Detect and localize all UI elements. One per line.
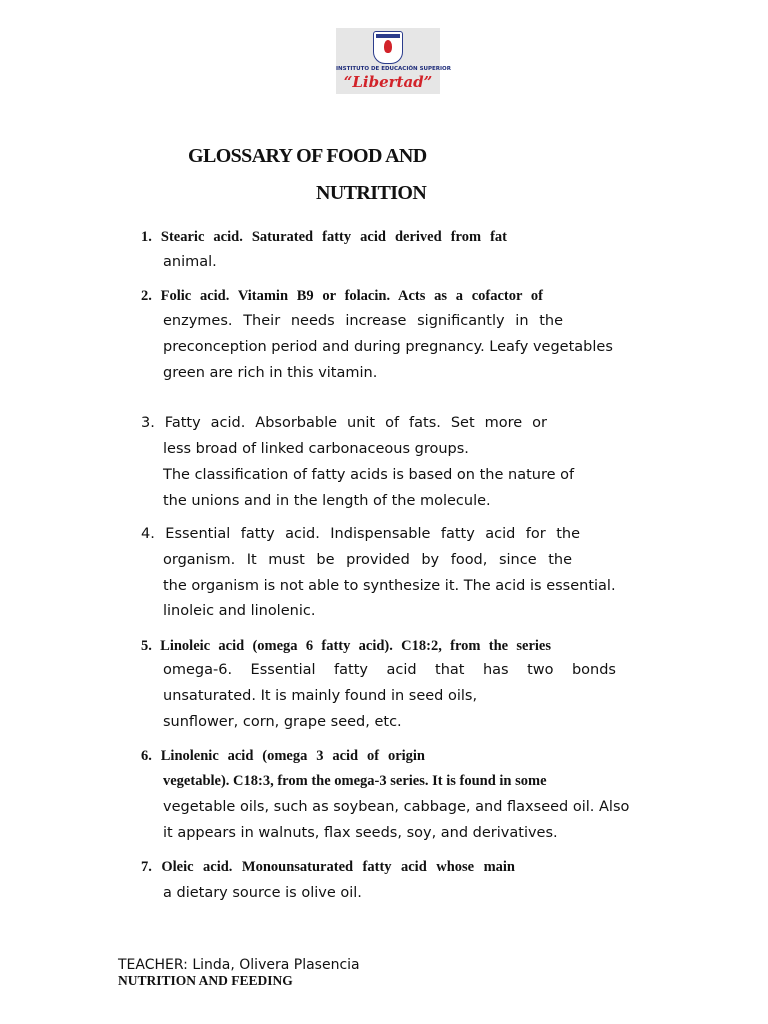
crest-icon: [373, 31, 403, 64]
entry-1-line-2: animal.: [163, 254, 217, 270]
entry-2-line-1: 2. Folic acid. Vitamin B9 or folacin. Acts as a cofactor of: [141, 288, 543, 304]
entry-6-line-3: vegetable oils, such as soybean, cabbage, and flaxseed oil. Also: [163, 799, 630, 815]
logo-name-text: “Libertad”: [343, 73, 433, 91]
torch-icon: [384, 40, 392, 53]
entry-1-line-1: 1. Stearic acid. Saturated fatty acid derived from fat: [141, 229, 507, 245]
entry-2-line-2: enzymes. Their needs increase significantly in the: [163, 313, 563, 329]
entry-4-line-1: 4. Essential fatty acid. Indispensable fatty acid for the: [141, 526, 580, 542]
entry-3-line-4: the unions and in the length of the molecule.: [163, 493, 491, 509]
entry-4-line-2: organism. It must be provided by food, since the: [163, 552, 572, 568]
entry-3-line-1: 3. Fatty acid. Absorbable unit of fats. Set more or: [141, 415, 547, 431]
entry-6-line-4: it appears in walnuts, flax seeds, soy, and derivatives.: [163, 825, 558, 841]
entry-3-line-3: The classification of fatty acids is based on the nature of: [163, 467, 575, 483]
entry-5-line-1: 5. Linoleic acid (omega 6 fatty acid). C18:2, from the series: [141, 638, 551, 654]
entry-2-line-3: preconception period and during pregnancy. Leafy vegetables: [163, 339, 613, 355]
entry-6-line-2: vegetable). C18:3, from the omega-3 series. It is found in some: [163, 773, 547, 789]
entry-6-line-1: 6. Linolenic acid (omega 3 acid of origin: [141, 748, 425, 764]
institute-logo: [336, 28, 451, 94]
entry-4-line-4: linoleic and linolenic.: [163, 603, 316, 619]
entry-5-line-3: unsaturated. It is mainly found in seed oils,: [163, 688, 478, 704]
entry-4-line-3: the organism is not able to synthesize it. The acid is essential.: [163, 578, 616, 594]
entry-5-line-2: omega-6. Essential fatty acid that has two bonds: [163, 662, 616, 678]
document-title-line-2: NUTRITION: [316, 182, 427, 204]
entry-7-line-2: a dietary source is olive oil.: [163, 885, 362, 901]
footer-teacher: TEACHER: Linda, Olivera Plasencia: [118, 957, 360, 973]
entry-7-line-1: 7. Oleic acid. Monounsaturated fatty acid whose main: [141, 859, 515, 875]
footer-course: NUTRITION AND FEEDING: [118, 973, 293, 988]
entry-3-line-2: less broad of linked carbonaceous groups.: [163, 441, 469, 457]
logo-institute-text: INSTITUTO DE EDUCACIÓN SUPERIOR: [336, 66, 451, 72]
document-title-line-1: GLOSSARY OF FOOD AND: [188, 145, 427, 167]
entry-5-line-4: sunflower, corn, grape seed, etc.: [163, 714, 402, 730]
entry-2-line-4: green are rich in this vitamin.: [163, 365, 378, 381]
